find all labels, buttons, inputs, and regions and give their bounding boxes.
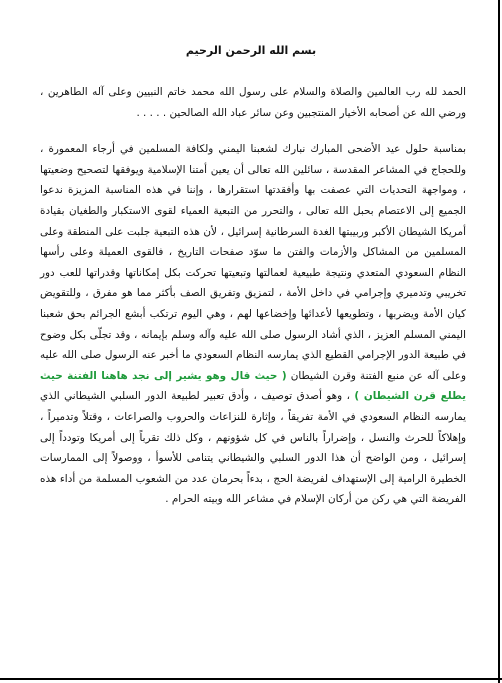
paragraph-main-text: بمناسبة حلول عيد الأضحى المبارك نبارك لشعبنا اليمني ولكافة المسلمين في أرجاء المعمورة ، وللحجاج في المشاعر المقدسة ، سائلين الله تعالى أن يعين أمتنا الإسلامية ويوفقها لتصحيح وضعيتها ، ومواجهة التحديات التي عصفت بها وأفقدتها استقرارها ، وإننا في هذه المناسبة المزيزة ندعوا الجميع إلى الاعتصام بحبل الله تعالى ، والتحرر من التبعية العمياء لقوى الاستكبار والطغيان بقيادة أمريكا الشيطان الأكبر وربيبتها الغدة السرطانية إسرائيل ، لأن هذه التبعية جلبت على المنطقة وعلى المسلمين من المشاكل والأزمات والفتن ما سوّد صفحات التاريخ ، فالقوى العميلة وعلى رأسها النظام السعودي المتعدي ونتيجة طبيعية لعمالتها وتبعيتها تحركت بكل إمكاناتها وقدراتها للعب دور تخريبي وتدميري وإجرامي في داخل الأمة ، لتمزيق وتفريق الصف بأكثر مما هو مفرق ، وللتقويض كيان الأمة ويضربها ، وتطويعها لأعدائها وإخضاعها لهم ، وهي اليوم ترتكب أبشع الجرائم بحق شعبنا اليمني المسلم العزيز ، الذي أشاد الرسول صلى الله عليه وآله وسلم بإيمانه ، وقد تجلّى بكل وضوح في طبيعة الدور الإجرامي القطيع الذي يمارسه النظام السعودي ما أخبر عنه الرسول صلى الله عليه وعلى آله عن منبع الفتنة وقرن الشيطان — [40, 143, 467, 382]
hadith-highlight: ( حيث قال وهو يشير إلى نجد هاهنا الفتنة حيث يطلع قرن الشيطان ) — [40, 369, 466, 403]
document-body — [40, 82, 466, 510]
paragraph-main — [40, 139, 466, 510]
page-border-bottom — [0, 678, 502, 680]
basmala-heading: بسم الله الرحمن الرحيم — [185, 44, 317, 57]
paragraph-opening: الحمد لله رب العالمين والصلاة والسلام على رسول الله محمد خاتم النبيين وعلى آله الطاهرين ، ورضي الله عن أصحابه الأخيار المنتجبين وعن سائر عباد الله الصالحين . . . . . — [40, 86, 466, 119]
paragraph-main-text-after: ، وهو أصدق توصيف ، وأدق تعبير لطبيعة الدور السلبي الشيطاني الذي يمارسه النظام السعودي في الأمة تفريقاً ، وإثارة للنزاعات والحروب والصراعات ، وقتلاً وتدميراً ، وإهلاكاً للحرث والنسل ، وإضراراً بالناس في كل شؤونهم ، وكل ذلك تقرباً إلى أمريكا وتودداً إلى إسرائيل ، ومن الواضح أن هذا الدور السلبي والشيطاني يتنامى للأسوأ ، ووصولاً إلى الممارسات الخطيرة الرامية إلى الإستهداف لفريضة الحج ، بدءاً بحرمان عدد من الشعوب المسلمة من أداء هذه الفريضة التي هي ركن من أركان الإسلام في مشاعر الله وبيته الحرام . — [40, 390, 466, 506]
page-border-right — [498, 0, 500, 683]
